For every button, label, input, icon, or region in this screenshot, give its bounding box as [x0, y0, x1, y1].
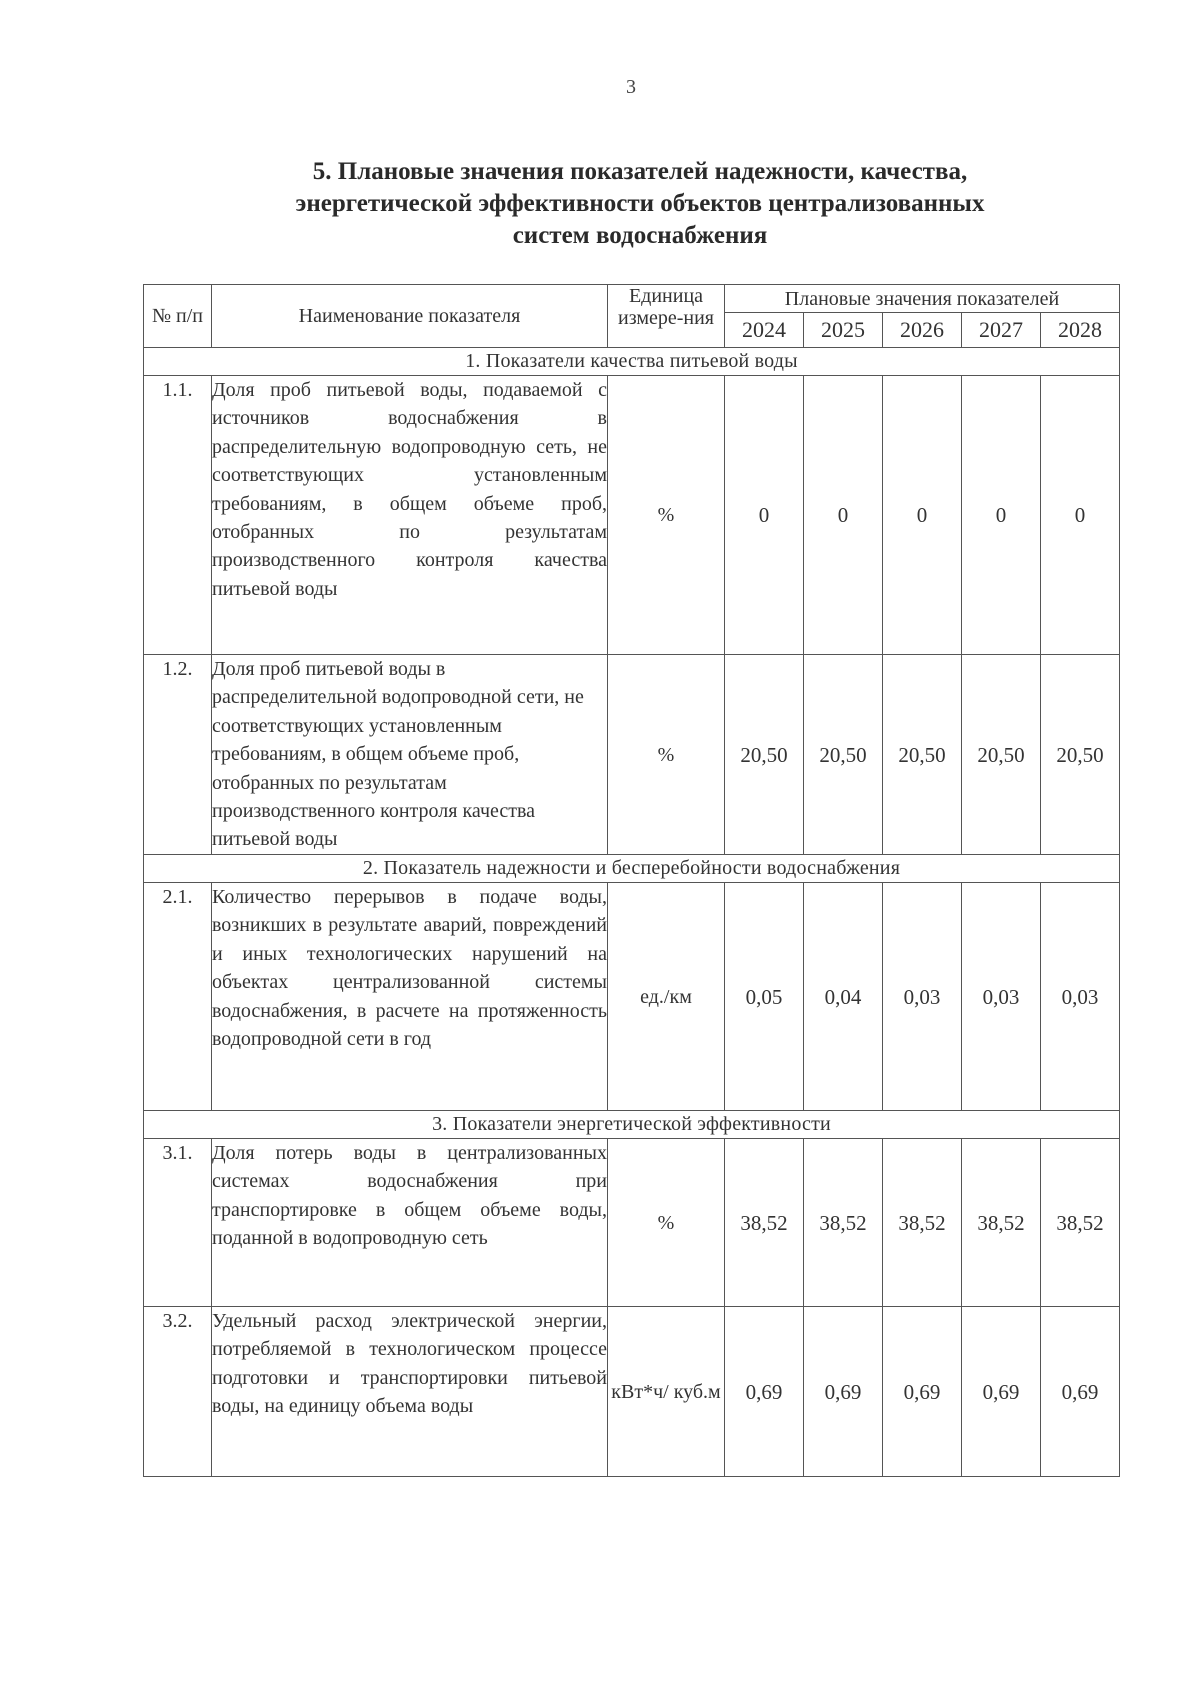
table-row — [144, 1307, 1120, 1477]
row-value: 0 — [883, 376, 962, 655]
row-value: 20,50 — [1041, 655, 1120, 855]
section-title: 3. Показатели энергетической эффективности — [144, 1111, 1120, 1139]
row-name: Удельный расход электрической энергии, потребляемой в технологическом процессе подготовки и транспортировки питьевой воды, на единицу объема воды — [212, 1307, 608, 1477]
row-num: 2.1. — [144, 883, 212, 1111]
row-name: Доля проб питьевой воды в распределительной водопроводной сети, не соответствующих установленным требованиям, в общем объеме проб, отобранных по результатам производственного контроля качества питьевой воды — [212, 655, 608, 855]
section-title: 1. Показатели качества питьевой воды — [144, 348, 1120, 376]
row-value: 0,69 — [883, 1307, 962, 1477]
section-row — [144, 1111, 1120, 1139]
row-value: 38,52 — [883, 1139, 962, 1307]
row-value: 20,50 — [804, 655, 883, 855]
document-title — [200, 156, 1080, 252]
title-line-3: систем водоснабжения — [512, 222, 768, 249]
row-value: 20,50 — [725, 655, 804, 855]
page-number: 3 — [626, 76, 636, 98]
indicators-table — [143, 284, 1120, 1477]
header-name: Наименование показателя — [212, 285, 608, 348]
table-row — [144, 655, 1120, 855]
row-value: 0,03 — [883, 883, 962, 1111]
header-year-2027: 2027 — [962, 313, 1041, 348]
row-num: 1.2. — [144, 655, 212, 855]
table-row — [144, 1139, 1120, 1307]
row-value: 0,69 — [1041, 1307, 1120, 1477]
row-value: 0 — [725, 376, 804, 655]
header-num: № п/п — [144, 285, 212, 348]
row-num: 3.2. — [144, 1307, 212, 1477]
row-unit: ед./км — [608, 883, 725, 1111]
title-line-1: 5. Плановые значения показателей надежности, качества, — [312, 158, 968, 185]
row-unit: % — [608, 1139, 725, 1307]
row-value: 38,52 — [804, 1139, 883, 1307]
header-plan-values: Плановые значения показателей — [725, 285, 1120, 313]
row-value: 0,69 — [725, 1307, 804, 1477]
row-value: 0,05 — [725, 883, 804, 1111]
row-unit: % — [608, 655, 725, 855]
row-unit: % — [608, 376, 725, 655]
row-value: 0,69 — [962, 1307, 1041, 1477]
row-value: 38,52 — [962, 1139, 1041, 1307]
header-year-2024: 2024 — [725, 313, 804, 348]
row-value: 0 — [962, 376, 1041, 655]
row-name: Доля потерь воды в централизованных системах водоснабжения при транспортировке в общем объеме воды, поданной в водопроводную сеть — [212, 1139, 608, 1307]
row-num: 3.1. — [144, 1139, 212, 1307]
section-row — [144, 855, 1120, 883]
row-value: 0,04 — [804, 883, 883, 1111]
header-year-2025: 2025 — [804, 313, 883, 348]
row-value: 38,52 — [1041, 1139, 1120, 1307]
row-value: 20,50 — [962, 655, 1041, 855]
row-num: 1.1. — [144, 376, 212, 655]
table-row — [144, 376, 1120, 655]
header-year-2028: 2028 — [1041, 313, 1120, 348]
row-value: 38,52 — [725, 1139, 804, 1307]
title-line-2: энергетической эффективности объектов централизованных — [295, 190, 985, 217]
row-unit: кВт*ч/ куб.м — [608, 1307, 725, 1477]
section-row — [144, 348, 1120, 376]
row-name: Количество перерывов в подаче воды, возникших в результате аварий, повреждений и иных технологических нарушений на объектах централизованной системы водоснабжения, в расчете на протяженность водопроводной сети в год — [212, 883, 608, 1111]
header-unit: Единица измере-ния — [608, 285, 725, 348]
row-value: 0,03 — [1041, 883, 1120, 1111]
row-value: 20,50 — [883, 655, 962, 855]
row-value: 0 — [804, 376, 883, 655]
header-row — [144, 285, 1120, 313]
header-year-2026: 2026 — [883, 313, 962, 348]
row-value: 0 — [1041, 376, 1120, 655]
row-value: 0,03 — [962, 883, 1041, 1111]
table-row — [144, 883, 1120, 1111]
section-title: 2. Показатель надежности и бесперебойности водоснабжения — [144, 855, 1120, 883]
row-value: 0,69 — [804, 1307, 883, 1477]
row-name: Доля проб питьевой воды, подаваемой с источников водоснабжения в распределительную водопроводную сеть, не соответствующих установленным требованиям, в общем объеме проб, отобранных по результатам производственного контроля качества питьевой воды — [212, 376, 608, 655]
